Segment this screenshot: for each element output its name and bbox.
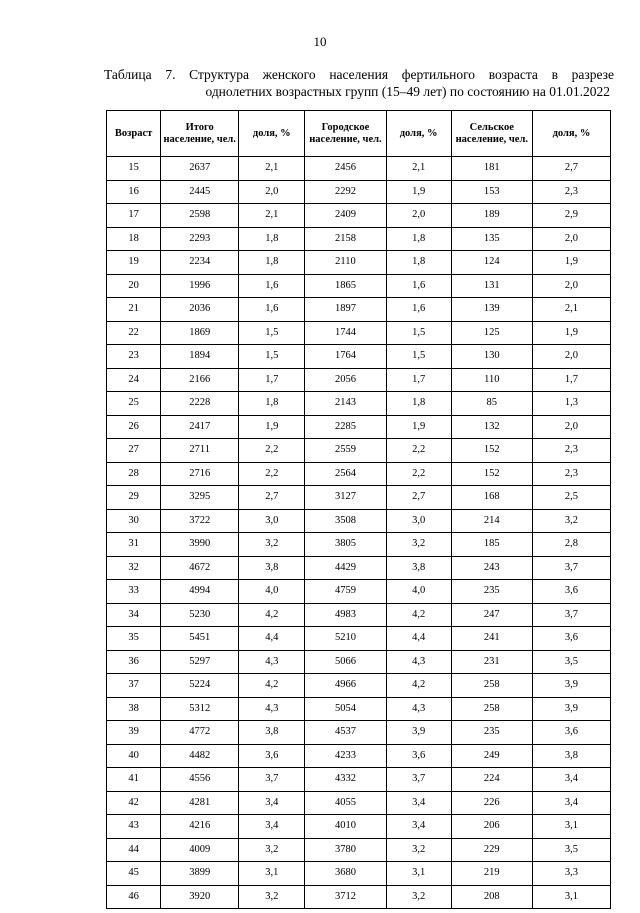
cell-rural-population: 247 <box>451 603 532 627</box>
table-row <box>107 885 611 909</box>
cell-rural-share: 2,3 <box>532 180 610 204</box>
header-urban-share: доля, % <box>386 111 451 157</box>
cell-age: 25 <box>107 392 161 416</box>
table-row <box>107 157 611 181</box>
cell-rural-share: 3,2 <box>532 509 610 533</box>
cell-rural-share: 3,4 <box>532 791 610 815</box>
cell-urban-share: 1,7 <box>386 368 451 392</box>
cell-age: 34 <box>107 603 161 627</box>
cell-urban-share: 3,6 <box>386 744 451 768</box>
cell-total-population: 4482 <box>161 744 239 768</box>
cell-rural-share: 2,3 <box>532 439 610 463</box>
cell-age: 33 <box>107 580 161 604</box>
cell-rural-population: 258 <box>451 674 532 698</box>
cell-rural-population: 135 <box>451 227 532 251</box>
cell-urban-share: 3,2 <box>386 885 451 909</box>
cell-rural-share: 3,4 <box>532 768 610 792</box>
cell-total-population: 1869 <box>161 321 239 345</box>
cell-urban-population: 5066 <box>305 650 386 674</box>
cell-age: 38 <box>107 697 161 721</box>
table-row <box>107 862 611 886</box>
cell-urban-population: 3680 <box>305 862 386 886</box>
cell-rural-share: 2,7 <box>532 157 610 181</box>
cell-urban-population: 2456 <box>305 157 386 181</box>
cell-urban-population: 4332 <box>305 768 386 792</box>
cell-rural-population: 139 <box>451 298 532 322</box>
cell-rural-share: 1,7 <box>532 368 610 392</box>
cell-rural-population: 231 <box>451 650 532 674</box>
cell-urban-share: 1,6 <box>386 274 451 298</box>
cell-total-population: 4009 <box>161 838 239 862</box>
cell-urban-population: 3780 <box>305 838 386 862</box>
cell-age: 32 <box>107 556 161 580</box>
cell-urban-share: 3,7 <box>386 768 451 792</box>
cell-rural-share: 2,1 <box>532 298 610 322</box>
cell-urban-population: 2056 <box>305 368 386 392</box>
cell-total-population: 3990 <box>161 533 239 557</box>
header-age: Возраст <box>107 111 161 157</box>
table-row <box>107 204 611 228</box>
cell-total-share: 3,8 <box>239 556 305 580</box>
cell-total-share: 4,2 <box>239 674 305 698</box>
cell-urban-population: 3508 <box>305 509 386 533</box>
header-total-population: Итого население, чел. <box>161 111 239 157</box>
cell-rural-population: 85 <box>451 392 532 416</box>
cell-rural-population: 226 <box>451 791 532 815</box>
cell-urban-population: 2285 <box>305 415 386 439</box>
cell-total-share: 1,6 <box>239 298 305 322</box>
cell-urban-share: 3,0 <box>386 509 451 533</box>
cell-age: 18 <box>107 227 161 251</box>
cell-urban-share: 3,1 <box>386 862 451 886</box>
cell-total-population: 5224 <box>161 674 239 698</box>
table-row <box>107 697 611 721</box>
cell-urban-share: 1,5 <box>386 345 451 369</box>
cell-total-share: 4,4 <box>239 627 305 651</box>
cell-age: 19 <box>107 251 161 275</box>
cell-total-population: 5230 <box>161 603 239 627</box>
page-number: 10 <box>313 34 327 49</box>
cell-rural-population: 249 <box>451 744 532 768</box>
cell-urban-population: 3127 <box>305 486 386 510</box>
cell-total-population: 2711 <box>161 439 239 463</box>
cell-urban-population: 2158 <box>305 227 386 251</box>
cell-urban-share: 4,2 <box>386 674 451 698</box>
cell-urban-population: 2292 <box>305 180 386 204</box>
cell-total-share: 3,2 <box>239 885 305 909</box>
cell-rural-population: 224 <box>451 768 532 792</box>
cell-age: 35 <box>107 627 161 651</box>
cell-urban-population: 5054 <box>305 697 386 721</box>
cell-age: 17 <box>107 204 161 228</box>
cell-age: 45 <box>107 862 161 886</box>
cell-total-share: 1,8 <box>239 251 305 275</box>
cell-total-share: 1,7 <box>239 368 305 392</box>
cell-total-share: 1,5 <box>239 345 305 369</box>
table-row <box>107 415 611 439</box>
table-row <box>107 580 611 604</box>
cell-total-population: 5297 <box>161 650 239 674</box>
cell-urban-population: 1764 <box>305 345 386 369</box>
cell-urban-share: 4,3 <box>386 697 451 721</box>
cell-rural-share: 3,6 <box>532 627 610 651</box>
cell-total-population: 2598 <box>161 204 239 228</box>
cell-total-population: 2716 <box>161 462 239 486</box>
table-row <box>107 439 611 463</box>
cell-urban-population: 4537 <box>305 721 386 745</box>
cell-total-share: 4,3 <box>239 697 305 721</box>
cell-rural-population: 110 <box>451 368 532 392</box>
cell-total-population: 5312 <box>161 697 239 721</box>
cell-urban-share: 1,6 <box>386 298 451 322</box>
cell-age: 23 <box>107 345 161 369</box>
cell-total-share: 3,1 <box>239 862 305 886</box>
cell-rural-share: 3,9 <box>532 697 610 721</box>
cell-rural-share: 1,9 <box>532 251 610 275</box>
table-row <box>107 509 611 533</box>
table-row <box>107 180 611 204</box>
cell-urban-share: 4,4 <box>386 627 451 651</box>
cell-rural-population: 130 <box>451 345 532 369</box>
cell-total-share: 1,6 <box>239 274 305 298</box>
cell-total-share: 3,4 <box>239 815 305 839</box>
cell-rural-population: 214 <box>451 509 532 533</box>
cell-rural-share: 3,1 <box>532 815 610 839</box>
cell-rural-share: 2,8 <box>532 533 610 557</box>
cell-urban-population: 4759 <box>305 580 386 604</box>
cell-urban-population: 4966 <box>305 674 386 698</box>
cell-urban-population: 1897 <box>305 298 386 322</box>
cell-age: 46 <box>107 885 161 909</box>
cell-rural-population: 258 <box>451 697 532 721</box>
cell-rural-population: 208 <box>451 885 532 909</box>
cell-urban-share: 3,9 <box>386 721 451 745</box>
cell-rural-population: 241 <box>451 627 532 651</box>
table-row <box>107 556 611 580</box>
cell-rural-share: 3,5 <box>532 650 610 674</box>
cell-age: 20 <box>107 274 161 298</box>
table-caption-line-2: однолетних возрастных групп (15–49 лет) по состоянию на 01.01.2022 <box>205 84 610 99</box>
cell-age: 27 <box>107 439 161 463</box>
cell-age: 42 <box>107 791 161 815</box>
cell-urban-share: 4,3 <box>386 650 451 674</box>
cell-urban-population: 3712 <box>305 885 386 909</box>
cell-total-population: 4281 <box>161 791 239 815</box>
table-row <box>107 392 611 416</box>
table-row <box>107 768 611 792</box>
cell-rural-population: 124 <box>451 251 532 275</box>
cell-rural-share: 3,9 <box>532 674 610 698</box>
cell-urban-population: 4983 <box>305 603 386 627</box>
cell-urban-population: 2564 <box>305 462 386 486</box>
header-total-share: доля, % <box>239 111 305 157</box>
cell-total-share: 4,3 <box>239 650 305 674</box>
table-row <box>107 627 611 651</box>
table-row <box>107 274 611 298</box>
cell-rural-population: 235 <box>451 580 532 604</box>
cell-total-population: 3920 <box>161 885 239 909</box>
cell-total-share: 1,5 <box>239 321 305 345</box>
cell-total-population: 5451 <box>161 627 239 651</box>
cell-age: 22 <box>107 321 161 345</box>
cell-total-population: 4556 <box>161 768 239 792</box>
header-urban-population: Городское население, чел. <box>305 111 386 157</box>
cell-rural-share: 1,9 <box>532 321 610 345</box>
cell-urban-population: 4233 <box>305 744 386 768</box>
cell-rural-population: 206 <box>451 815 532 839</box>
cell-urban-share: 1,8 <box>386 227 451 251</box>
cell-age: 40 <box>107 744 161 768</box>
cell-urban-share: 3,2 <box>386 838 451 862</box>
cell-total-share: 1,8 <box>239 227 305 251</box>
cell-urban-population: 2559 <box>305 439 386 463</box>
cell-urban-share: 1,9 <box>386 415 451 439</box>
cell-total-population: 2036 <box>161 298 239 322</box>
table-row <box>107 650 611 674</box>
cell-total-population: 3295 <box>161 486 239 510</box>
cell-urban-share: 4,0 <box>386 580 451 604</box>
cell-total-share: 3,4 <box>239 791 305 815</box>
cell-age: 39 <box>107 721 161 745</box>
cell-age: 26 <box>107 415 161 439</box>
cell-total-share: 4,2 <box>239 603 305 627</box>
cell-total-share: 2,2 <box>239 439 305 463</box>
cell-total-population: 2293 <box>161 227 239 251</box>
cell-urban-population: 4429 <box>305 556 386 580</box>
table-row <box>107 251 611 275</box>
cell-total-share: 3,6 <box>239 744 305 768</box>
cell-total-share: 3,2 <box>239 838 305 862</box>
table-row <box>107 486 611 510</box>
cell-total-population: 1996 <box>161 274 239 298</box>
cell-urban-population: 5210 <box>305 627 386 651</box>
cell-age: 43 <box>107 815 161 839</box>
cell-total-share: 1,8 <box>239 392 305 416</box>
cell-rural-population: 235 <box>451 721 532 745</box>
cell-age: 21 <box>107 298 161 322</box>
cell-rural-share: 3,6 <box>532 580 610 604</box>
cell-age: 30 <box>107 509 161 533</box>
table-row <box>107 298 611 322</box>
table-row <box>107 674 611 698</box>
cell-rural-share: 3,7 <box>532 603 610 627</box>
cell-total-population: 4672 <box>161 556 239 580</box>
cell-urban-share: 1,5 <box>386 321 451 345</box>
cell-rural-share: 2,0 <box>532 274 610 298</box>
table-row <box>107 368 611 392</box>
cell-age: 29 <box>107 486 161 510</box>
cell-rural-share: 3,5 <box>532 838 610 862</box>
cell-total-share: 4,0 <box>239 580 305 604</box>
cell-rural-share: 1,3 <box>532 392 610 416</box>
cell-urban-population: 2110 <box>305 251 386 275</box>
cell-total-population: 4216 <box>161 815 239 839</box>
cell-age: 31 <box>107 533 161 557</box>
cell-total-share: 2,7 <box>239 486 305 510</box>
cell-total-population: 1894 <box>161 345 239 369</box>
cell-urban-share: 2,1 <box>386 157 451 181</box>
table-caption <box>104 66 614 100</box>
cell-age: 24 <box>107 368 161 392</box>
cell-urban-population: 1744 <box>305 321 386 345</box>
cell-age: 16 <box>107 180 161 204</box>
table-row <box>107 838 611 862</box>
cell-total-share: 2,0 <box>239 180 305 204</box>
cell-total-share: 3,0 <box>239 509 305 533</box>
cell-urban-population: 1865 <box>305 274 386 298</box>
cell-total-share: 2,2 <box>239 462 305 486</box>
table-row <box>107 533 611 557</box>
cell-urban-share: 2,2 <box>386 462 451 486</box>
header-rural-population: Сельское население, чел. <box>451 111 532 157</box>
cell-rural-share: 2,5 <box>532 486 610 510</box>
cell-urban-population: 4010 <box>305 815 386 839</box>
cell-rural-population: 153 <box>451 180 532 204</box>
cell-urban-share: 1,8 <box>386 392 451 416</box>
cell-rural-population: 229 <box>451 838 532 862</box>
cell-rural-population: 152 <box>451 439 532 463</box>
cell-total-share: 3,8 <box>239 721 305 745</box>
cell-total-population: 3899 <box>161 862 239 886</box>
cell-rural-population: 181 <box>451 157 532 181</box>
cell-total-share: 2,1 <box>239 204 305 228</box>
cell-total-share: 1,9 <box>239 415 305 439</box>
cell-total-population: 3722 <box>161 509 239 533</box>
cell-urban-share: 3,2 <box>386 533 451 557</box>
cell-rural-share: 2,0 <box>532 415 610 439</box>
cell-rural-population: 132 <box>451 415 532 439</box>
cell-urban-share: 3,4 <box>386 791 451 815</box>
cell-rural-population: 243 <box>451 556 532 580</box>
cell-rural-share: 2,3 <box>532 462 610 486</box>
table-body <box>107 157 611 909</box>
header-rural-share: доля, % <box>532 111 610 157</box>
cell-rural-share: 3,6 <box>532 721 610 745</box>
cell-total-share: 3,2 <box>239 533 305 557</box>
cell-urban-population: 2143 <box>305 392 386 416</box>
table-row <box>107 227 611 251</box>
cell-urban-share: 4,2 <box>386 603 451 627</box>
cell-rural-share: 2,9 <box>532 204 610 228</box>
cell-rural-population: 185 <box>451 533 532 557</box>
cell-age: 37 <box>107 674 161 698</box>
cell-age: 36 <box>107 650 161 674</box>
cell-rural-share: 3,7 <box>532 556 610 580</box>
cell-urban-share: 3,8 <box>386 556 451 580</box>
table-header-row <box>107 111 611 157</box>
cell-rural-population: 189 <box>451 204 532 228</box>
table-row <box>107 345 611 369</box>
table-row <box>107 815 611 839</box>
table-row <box>107 744 611 768</box>
cell-urban-share: 2,7 <box>386 486 451 510</box>
cell-total-share: 3,7 <box>239 768 305 792</box>
cell-urban-population: 4055 <box>305 791 386 815</box>
cell-rural-population: 125 <box>451 321 532 345</box>
cell-age: 41 <box>107 768 161 792</box>
cell-total-population: 2234 <box>161 251 239 275</box>
cell-age: 15 <box>107 157 161 181</box>
cell-urban-share: 1,9 <box>386 180 451 204</box>
cell-rural-share: 3,8 <box>532 744 610 768</box>
cell-rural-share: 3,3 <box>532 862 610 886</box>
table-caption-line-1: Таблица 7. Структура женского населения фертильного возраста в разрезе <box>104 67 614 82</box>
cell-total-population: 2445 <box>161 180 239 204</box>
cell-total-population: 2228 <box>161 392 239 416</box>
cell-rural-share: 3,1 <box>532 885 610 909</box>
cell-urban-share: 3,4 <box>386 815 451 839</box>
cell-urban-share: 2,0 <box>386 204 451 228</box>
cell-total-population: 4994 <box>161 580 239 604</box>
table-row <box>107 462 611 486</box>
cell-age: 44 <box>107 838 161 862</box>
cell-rural-share: 2,0 <box>532 345 610 369</box>
cell-urban-population: 2409 <box>305 204 386 228</box>
cell-total-population: 2417 <box>161 415 239 439</box>
cell-total-population: 2637 <box>161 157 239 181</box>
cell-rural-population: 219 <box>451 862 532 886</box>
cell-rural-population: 152 <box>451 462 532 486</box>
cell-urban-population: 3805 <box>305 533 386 557</box>
table-row <box>107 791 611 815</box>
cell-rural-share: 2,0 <box>532 227 610 251</box>
cell-age: 28 <box>107 462 161 486</box>
cell-total-population: 2166 <box>161 368 239 392</box>
cell-urban-share: 2,2 <box>386 439 451 463</box>
cell-total-population: 4772 <box>161 721 239 745</box>
cell-rural-population: 131 <box>451 274 532 298</box>
table-row <box>107 603 611 627</box>
cell-rural-population: 168 <box>451 486 532 510</box>
cell-total-share: 2,1 <box>239 157 305 181</box>
table-row <box>107 721 611 745</box>
fertile-age-population-table <box>106 110 611 909</box>
cell-urban-share: 1,8 <box>386 251 451 275</box>
table-row <box>107 321 611 345</box>
